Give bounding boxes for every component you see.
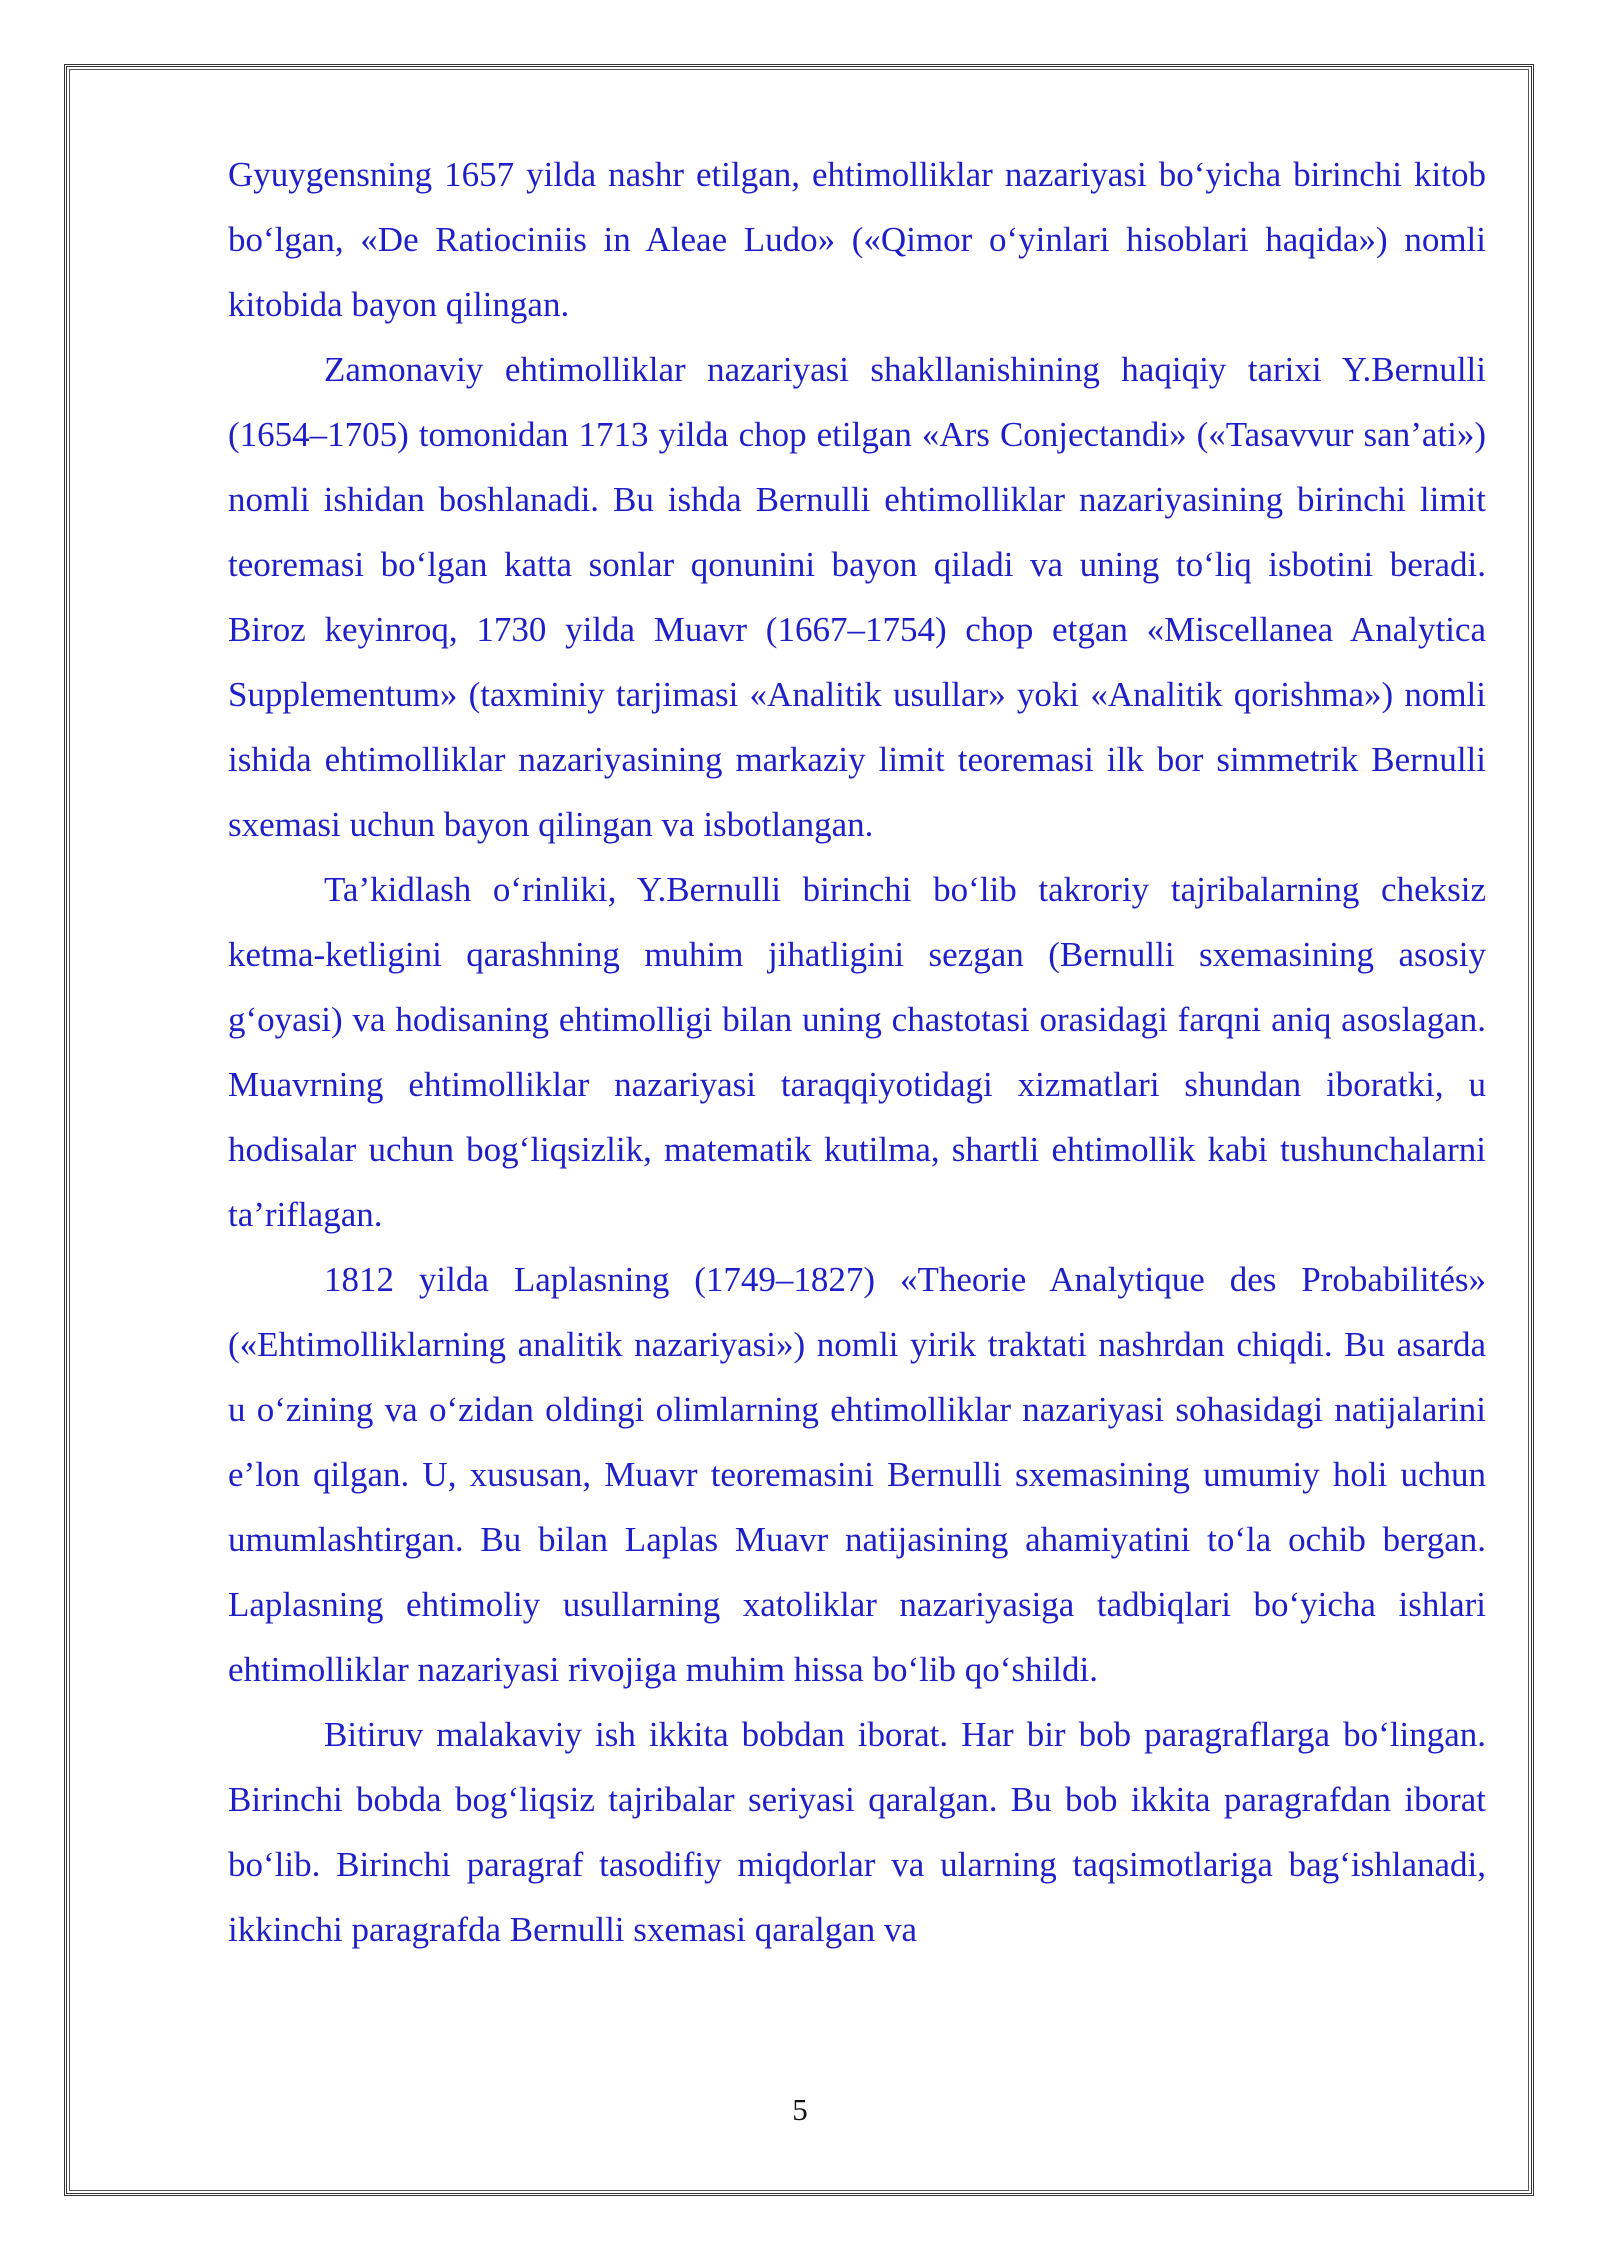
paragraph-thesis-structure: Bitiruv malakaviy ish ikkita bobdan iborat. Har bir bob paragraflarga bo‘lingan. Birinchi bobda bog‘liqsiz tajribalar seriyasi qaralgan. Bu bob ikkita paragrafdan iborat bo‘lib. Birinchi paragraf tasodifiy miqdorlar va ularning taqsimotlariga bag‘ishlanadi, ikkinchi paragrafda Bernulli sxemasi qaralgan va [228, 1715, 1486, 1949]
paragraph-laplace: 1812 yilda Laplasning (1749–1827) «Theorie Analytique des Probabilités» («Ehtimolliklarning analitik nazariyasi») nomli yirik traktati nashrdan chiqdi. Bu asarda u o‘zining va o‘zidan oldingi olimlarning ehtimolliklar nazariyasi sohasidagi natijalarini e’lon qilgan. U, xususan, Muavr teoremasini Bernulli sxemasining umumiy holi uchun umumlashtirgan. Bu bilan Laplas Muavr natijasining ahamiyatini to‘la ochib bergan. Laplasning ehtimoliy usullarning xatoliklar nazariyasiga tadbiqlari bo‘yicha ishlari ehtimolliklar nazariyasi rivojiga muhim hissa bo‘lib qo‘shildi. [228, 1260, 1486, 1689]
page-number: 5 [792, 2092, 808, 2127]
paragraph-bernoulli-moivre: Ta’kidlash o‘rinliki, Y.Bernulli birinchi bo‘lib takroriy tajribalarning cheksiz ketma-ketligini qarashning muhim jihatligini sezgan (Bernulli sxemasining asosiy g‘oyasi) va hodisaning ehtimolligi bilan uning chastotasi orasidagi farqni aniq asoslagan. Muavrning ehtimolliklar nazariyasi taraqqiyotidagi xizmatlari shundan iboratki, u hodisalar uchun bog‘liqsizlik, matematik kutilma, shartli ehtimollik kabi tushunchalarni ta’riflagan. [228, 870, 1486, 1234]
document-body [228, 142, 1486, 1962]
paragraph-continuation: Gyuygensning 1657 yilda nashr etilgan, ehtimolliklar nazariyasi bo‘yicha birinchi kitob bo‘lgan, «De Ratiociniis in Aleae Ludo» («Qimor o‘yinlari hisoblari haqida») nomli kitobida bayon qilingan. [228, 155, 1486, 324]
paragraph-bernoulli-history: Zamonaviy ehtimolliklar nazariyasi shakllanishining haqiqiy tarixi Y.Bernulli (1654–1705) tomonidan 1713 yilda chop etilgan «Ars Conjectandi» («Tasavvur san’ati») nomli ishidan boshlanadi. Bu ishda Bernulli ehtimolliklar nazariyasining birinchi limit teoremasi bo‘lgan katta sonlar qonunini bayon qiladi va uning to‘liq isbotini beradi. Biroz keyinroq, 1730 yilda Muavr (1667–1754) chop etgan «Miscellanea Analytica Supplementum» (taxminiy tarjimasi «Analitik usullar» yoki «Analitik qorishma») nomli ishida ehtimolliklar nazariyasining markaziy limit teoremasi ilk bor simmetrik Bernulli sxemasi uchun bayon qilingan va isbotlangan. [228, 350, 1486, 844]
